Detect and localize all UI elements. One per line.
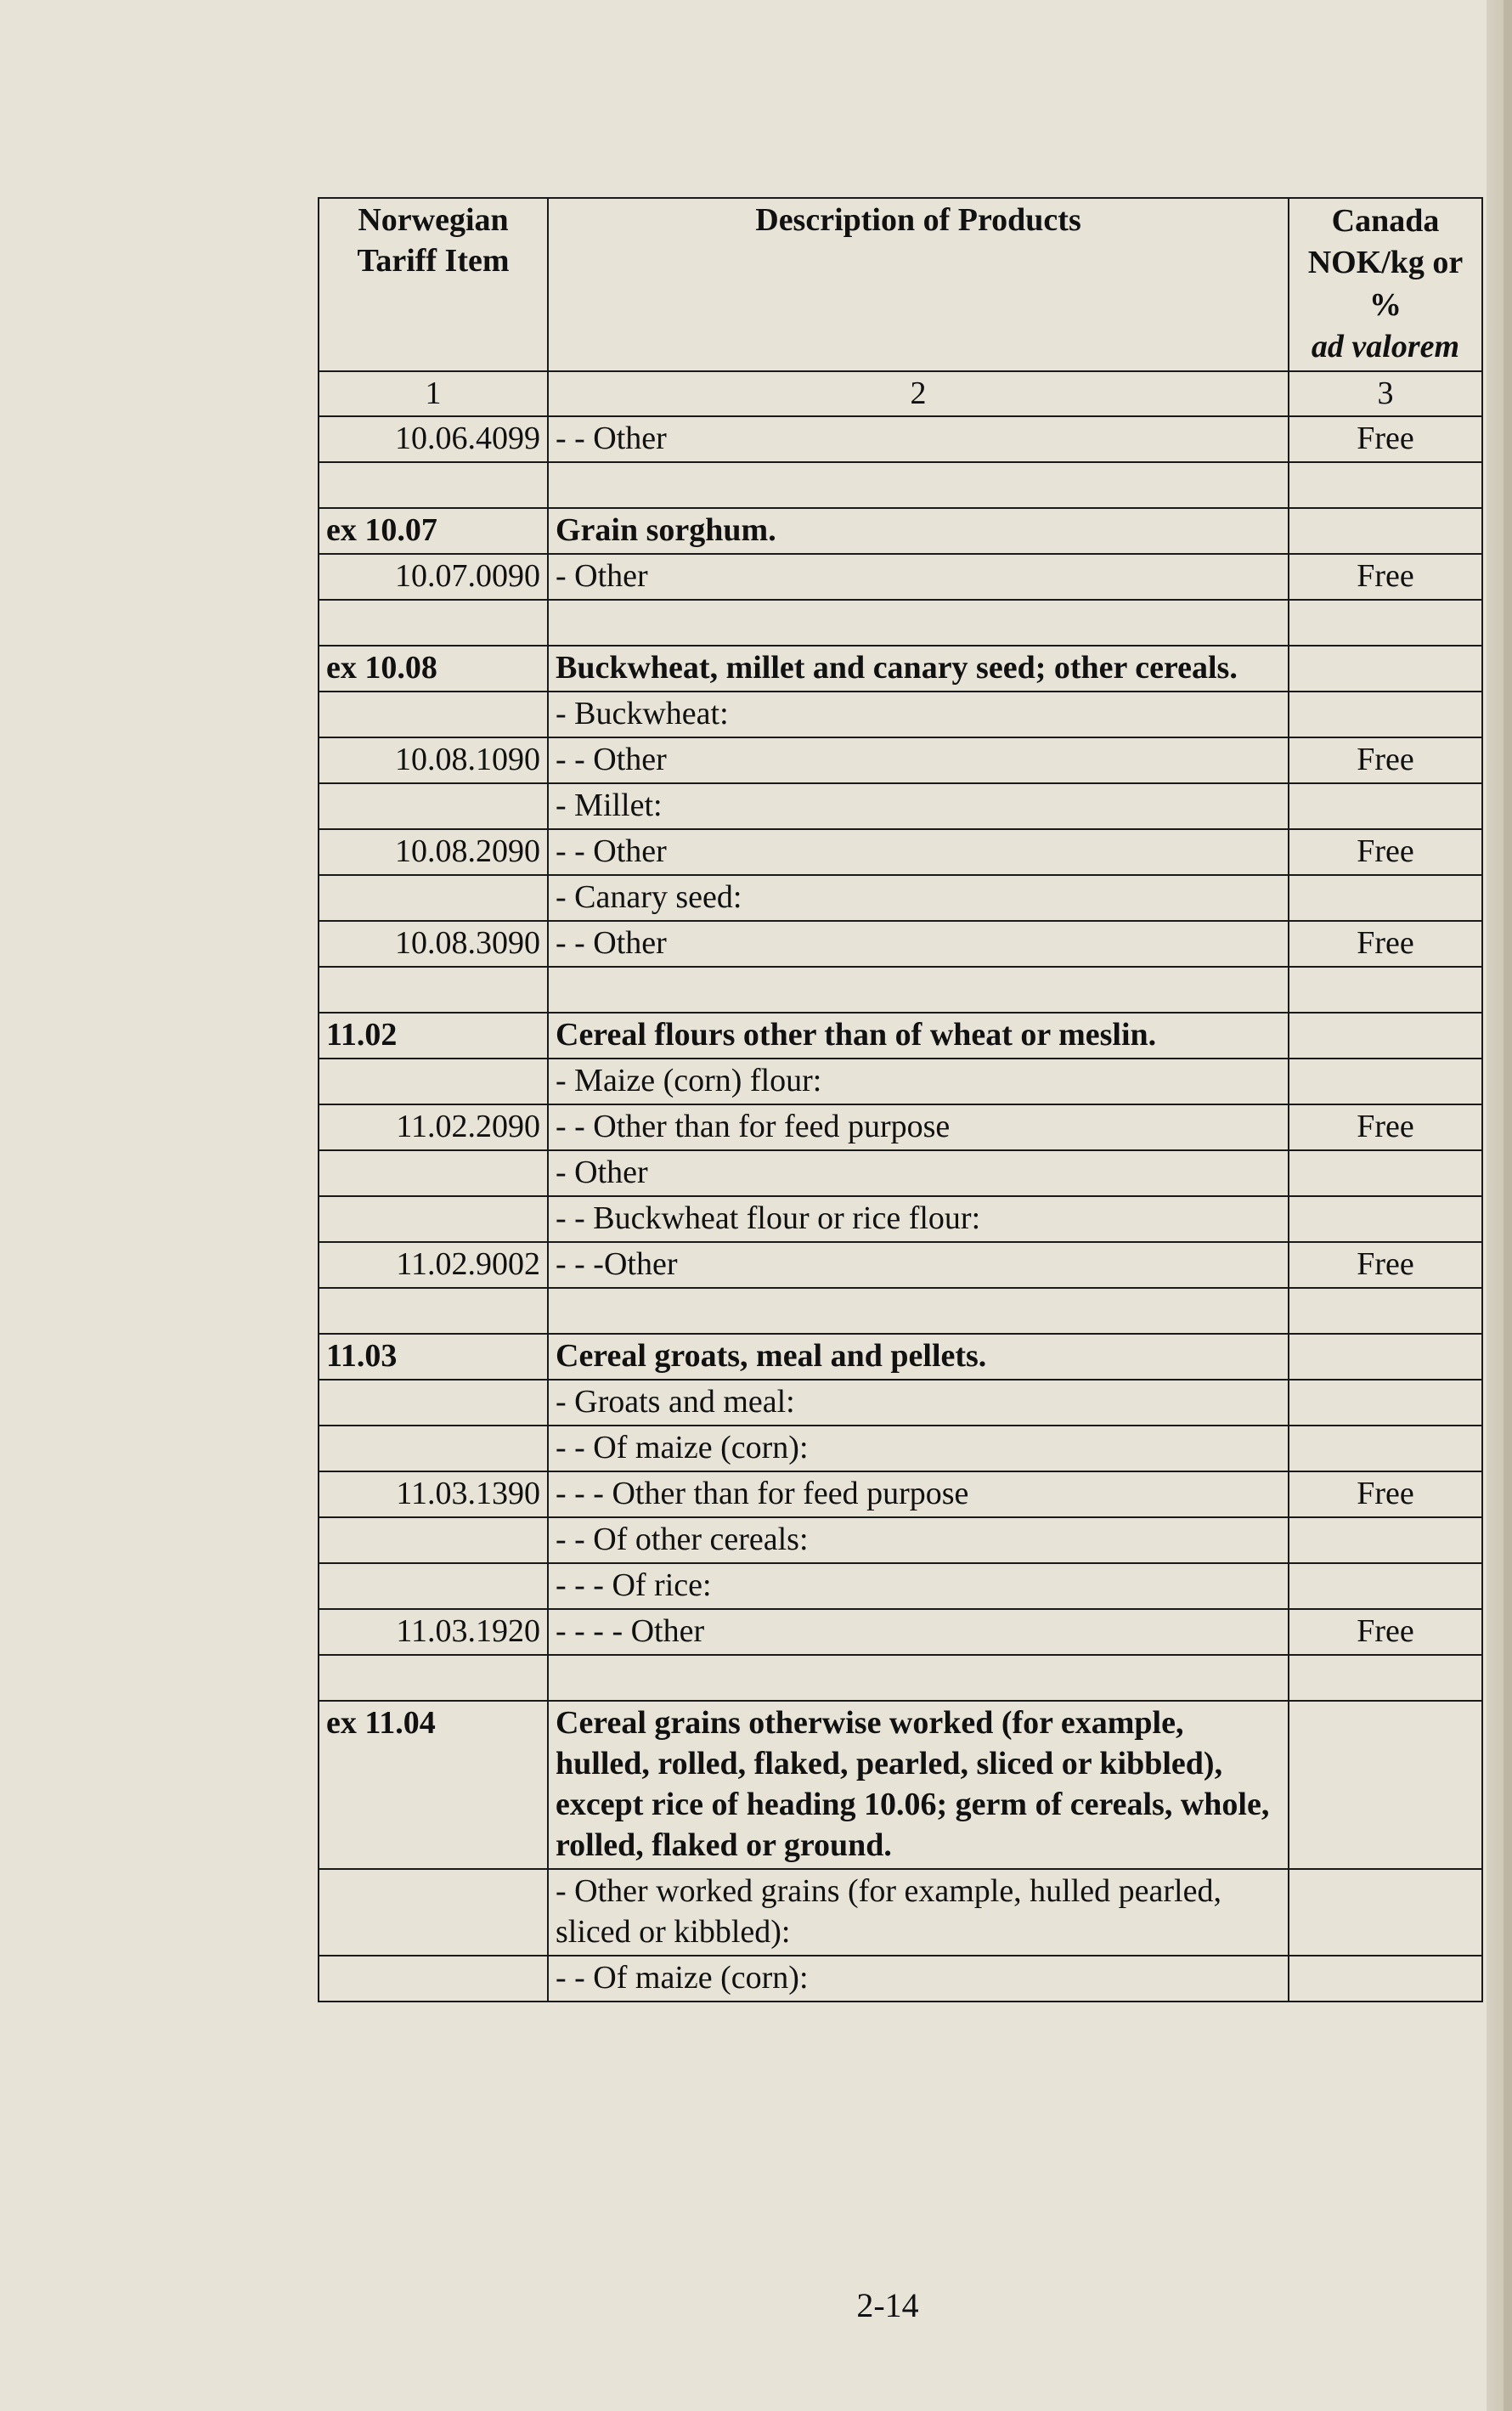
table-row: [319, 646, 1482, 692]
header-tariff-item: Norwegian Tariff Item: [319, 198, 548, 371]
description-cell: - Other worked grains (for example, hulled pearled, sliced or kibbled):: [548, 1869, 1289, 1956]
description-cell: - Millet:: [548, 783, 1289, 829]
rate-cell: [1289, 967, 1482, 1013]
tariff-item-cell: [319, 875, 548, 921]
description-cell: [548, 462, 1289, 508]
tariff-item-cell: [319, 1563, 548, 1609]
table-row: [319, 462, 1482, 508]
column-number-2: 2: [548, 371, 1289, 417]
rate-cell: [1289, 783, 1482, 829]
rate-cell: [1289, 1701, 1482, 1869]
description-cell: - - Other: [548, 829, 1289, 875]
rate-cell: [1289, 1059, 1482, 1104]
header-canada-line1: Canada: [1331, 203, 1440, 239]
description-cell: - - Other: [548, 416, 1289, 462]
rate-cell: [1289, 1334, 1482, 1380]
rate-cell: [1289, 875, 1482, 921]
description-cell: - Other: [548, 554, 1289, 600]
column-number-1: 1: [319, 371, 548, 417]
description-cell: - Buckwheat:: [548, 692, 1289, 737]
table-body: [319, 416, 1482, 2001]
description-cell: - Other: [548, 1150, 1289, 1196]
tariff-item-cell: [319, 1956, 548, 2002]
description-cell: [548, 1655, 1289, 1701]
description-cell: Cereal groats, meal and pellets.: [548, 1334, 1289, 1380]
tariff-item-cell: [319, 967, 548, 1013]
tariff-item-cell: 10.08.2090: [319, 829, 548, 875]
rate-cell: Free: [1289, 921, 1482, 967]
table-row: [319, 1059, 1482, 1104]
tariff-item-cell: 11.02: [319, 1013, 548, 1059]
tariff-item-cell: [319, 1196, 548, 1242]
rate-cell: [1289, 1655, 1482, 1701]
table-row: [319, 1701, 1482, 1869]
description-cell: - - Of other cereals:: [548, 1517, 1289, 1563]
table-row: [319, 1517, 1482, 1563]
tariff-item-cell: [319, 1380, 548, 1426]
table-row: [319, 1609, 1482, 1655]
header-canada-line4: ad valorem: [1311, 329, 1460, 365]
table-row: [319, 1013, 1482, 1059]
description-cell: [548, 600, 1289, 646]
description-cell: - Canary seed:: [548, 875, 1289, 921]
tariff-item-cell: 11.03.1920: [319, 1609, 548, 1655]
rate-cell: [1289, 600, 1482, 646]
rate-cell: [1289, 1869, 1482, 1956]
table-row: [319, 692, 1482, 737]
tariff-item-cell: [319, 1426, 548, 1471]
description-cell: Buckwheat, millet and canary seed; other cereals.: [548, 646, 1289, 692]
rate-cell: Free: [1289, 829, 1482, 875]
table-row: [319, 508, 1482, 554]
rate-cell: Free: [1289, 1471, 1482, 1517]
tariff-item-cell: 11.03: [319, 1334, 548, 1380]
tariff-table: [318, 197, 1483, 2002]
rate-cell: [1289, 1013, 1482, 1059]
tariff-item-cell: [319, 462, 548, 508]
description-cell: - - Buckwheat flour or rice flour:: [548, 1196, 1289, 1242]
rate-cell: Free: [1289, 737, 1482, 783]
description-cell: Grain sorghum.: [548, 508, 1289, 554]
table-row: [319, 829, 1482, 875]
page-edge: [1504, 0, 1512, 2411]
rate-cell: [1289, 1288, 1482, 1334]
rate-cell: [1289, 508, 1482, 554]
column-number-3: 3: [1289, 371, 1482, 417]
description-cell: - - - - Other: [548, 1609, 1289, 1655]
rate-cell: [1289, 1150, 1482, 1196]
description-cell: - Groats and meal:: [548, 1380, 1289, 1426]
tariff-item-cell: [319, 1288, 548, 1334]
tariff-item-cell: [319, 1655, 548, 1701]
header-canada-line3: %: [1369, 286, 1402, 323]
table-row: [319, 1104, 1482, 1150]
rate-cell: Free: [1289, 1609, 1482, 1655]
description-cell: - - Other than for feed purpose: [548, 1104, 1289, 1150]
rate-cell: [1289, 1956, 1482, 2002]
table-row: [319, 783, 1482, 829]
description-cell: Cereal grains otherwise worked (for example, hulled, rolled, flaked, pearled, sliced or kibbled), except rice of heading 10.06; germ of cereals, whole, rolled, flaked or ground.: [548, 1701, 1289, 1869]
table-row: [319, 921, 1482, 967]
description-cell: - - Other: [548, 737, 1289, 783]
tariff-item-cell: 11.03.1390: [319, 1471, 548, 1517]
rate-cell: [1289, 462, 1482, 508]
column-number-row: [319, 371, 1482, 417]
tariff-item-cell: ex 10.07: [319, 508, 548, 554]
rate-cell: [1289, 646, 1482, 692]
tariff-item-cell: [319, 783, 548, 829]
tariff-item-cell: [319, 1059, 548, 1104]
table-row: [319, 1288, 1482, 1334]
table-row: [319, 1869, 1482, 1956]
header-description: Description of Products: [548, 198, 1289, 371]
rate-cell: Free: [1289, 554, 1482, 600]
description-cell: - - Of maize (corn):: [548, 1426, 1289, 1471]
rate-cell: [1289, 1196, 1482, 1242]
description-cell: - - -Other: [548, 1242, 1289, 1288]
description-cell: [548, 1288, 1289, 1334]
description-cell: - - - Other than for feed purpose: [548, 1471, 1289, 1517]
tariff-item-cell: 11.02.2090: [319, 1104, 548, 1150]
rate-cell: [1289, 1426, 1482, 1471]
tariff-item-cell: [319, 600, 548, 646]
table-row: [319, 1471, 1482, 1517]
tariff-item-cell: [319, 692, 548, 737]
table-row: [319, 737, 1482, 783]
rate-cell: [1289, 1563, 1482, 1609]
table-row: [319, 1655, 1482, 1701]
description-cell: - - - Of rice:: [548, 1563, 1289, 1609]
header-canada-line2: NOK/kg or: [1307, 245, 1464, 281]
tariff-item-cell: [319, 1517, 548, 1563]
rate-cell: Free: [1289, 416, 1482, 462]
tariff-item-cell: [319, 1869, 548, 1956]
table-row: [319, 1242, 1482, 1288]
description-cell: Cereal flours other than of wheat or meslin.: [548, 1013, 1289, 1059]
table-row: [319, 967, 1482, 1013]
rate-cell: [1289, 692, 1482, 737]
table-row: [319, 1334, 1482, 1380]
table-row: [319, 1150, 1482, 1196]
tariff-item-cell: ex 11.04: [319, 1701, 548, 1869]
description-cell: - Maize (corn) flour:: [548, 1059, 1289, 1104]
description-cell: - - Other: [548, 921, 1289, 967]
tariff-item-cell: ex 10.08: [319, 646, 548, 692]
page-number: 2-14: [856, 2286, 919, 2324]
table-row: [319, 1196, 1482, 1242]
description-cell: [548, 967, 1289, 1013]
header-canada-rate: [1289, 198, 1482, 371]
table-row: [319, 416, 1482, 462]
table-row: [319, 1563, 1482, 1609]
table-row: [319, 600, 1482, 646]
rate-cell: Free: [1289, 1104, 1482, 1150]
header-row: [319, 198, 1482, 371]
table-row: [319, 875, 1482, 921]
rate-cell: Free: [1289, 1242, 1482, 1288]
tariff-item-cell: 10.08.1090: [319, 737, 548, 783]
rate-cell: [1289, 1517, 1482, 1563]
table-row: [319, 1380, 1482, 1426]
rate-cell: [1289, 1380, 1482, 1426]
tariff-item-cell: 10.07.0090: [319, 554, 548, 600]
description-cell: - - Of maize (corn):: [548, 1956, 1289, 2002]
tariff-item-cell: 11.02.9002: [319, 1242, 548, 1288]
table-row: [319, 554, 1482, 600]
tariff-item-cell: 10.08.3090: [319, 921, 548, 967]
tariff-item-cell: [319, 1150, 548, 1196]
tariff-item-cell: 10.06.4099: [319, 416, 548, 462]
table-row: [319, 1426, 1482, 1471]
table-row: [319, 1956, 1482, 2002]
